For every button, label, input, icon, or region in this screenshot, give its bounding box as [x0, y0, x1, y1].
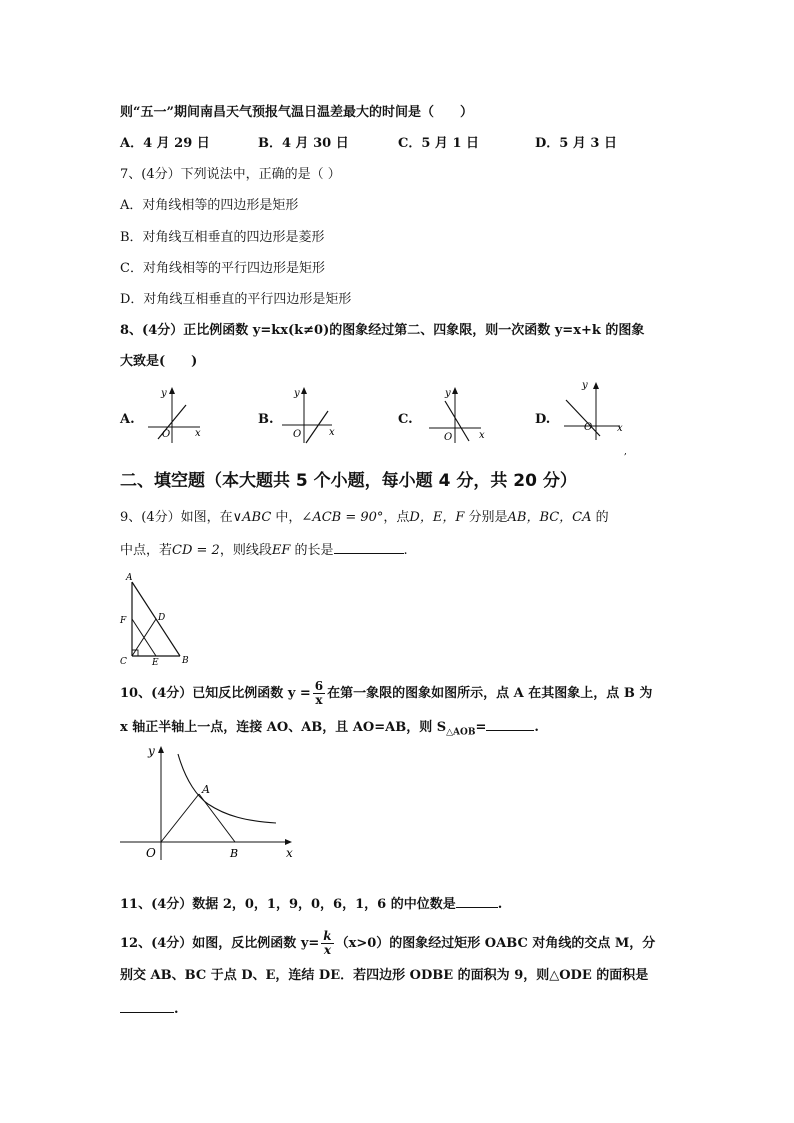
q12-fraction — [321, 930, 333, 957]
q8-graph-a — [140, 385, 210, 445]
section-2-title: 二、填空题（本大题共 5 个小题，每小题 4 分，共 20 分） — [120, 471, 577, 491]
q9-answer-blank[interactable] — [334, 541, 404, 554]
graph-line — [306, 411, 328, 443]
label-o: O — [146, 846, 156, 860]
q8-graph-c — [425, 385, 495, 445]
q9-segments: AB，BC，CA — [507, 510, 592, 525]
label-a: A — [202, 783, 210, 796]
label-f: F — [120, 616, 127, 626]
q10-answer-blank[interactable] — [486, 718, 534, 731]
q6-stem: 则“五一”期间南昌天气预报气温日温差最大的时间是（ ） — [120, 105, 473, 120]
q10-line1-rest: 在第一象限的图象如图所示，点 A 在其图象上，点 B 为 — [327, 686, 653, 701]
y-label: y — [582, 380, 588, 391]
label-y: y — [148, 744, 155, 758]
q9-segment-ef: EF — [271, 543, 291, 558]
origin-label: O — [444, 432, 453, 443]
q12-line3-end: . — [174, 1002, 179, 1017]
q12-line2: 别交 AB、BC 于点 D、E，连结 DE．若四边形 ODBE 的面积为 9，则△ODE 的面积是 — [120, 968, 649, 983]
q9-points: D，E，F — [409, 510, 465, 525]
q12-frac-num: k — [323, 929, 332, 943]
q9-condition: CD = 2 — [172, 543, 220, 558]
q12-answer-blank[interactable] — [120, 1000, 174, 1013]
y-axis-arrow — [158, 746, 164, 753]
q12-line1-prefix: 12、(4分）如图，反比例函数 y= — [120, 936, 320, 951]
origin-label: O — [162, 429, 171, 440]
q7-option-b: B．对角线互相垂直的四边形是菱形 — [120, 230, 325, 245]
label-d: D — [158, 613, 166, 623]
q12-line1 — [120, 930, 655, 957]
q10-line1 — [120, 680, 652, 707]
q9-angle: ∠ACB = 90° — [301, 510, 384, 525]
q8-option-b-label: B. — [258, 412, 274, 427]
y-axis-arrow — [593, 382, 599, 389]
q10-line2 — [120, 718, 539, 742]
segment-ab — [199, 794, 235, 842]
q11-text: 11、(4分）数据 2，0，1，9，0，6，1，6 的中位数是 — [120, 897, 456, 912]
q10-line2-end: . — [534, 720, 539, 735]
q10-fraction — [313, 680, 325, 707]
q9-line1-d: 分别是 — [464, 510, 508, 525]
y-label: y — [294, 388, 300, 399]
q6-option-a: A．4 月 29 日 — [120, 136, 210, 151]
q9-line2-a: 中点，若 — [120, 543, 173, 558]
q11-line — [120, 895, 502, 914]
q8-option-d-label: D. — [535, 412, 551, 427]
y-label: y — [445, 388, 451, 399]
label-b: B — [182, 656, 189, 666]
y-axis-arrow — [301, 387, 307, 394]
q10-frac-den: x — [315, 693, 323, 707]
y-label: y — [161, 388, 167, 399]
hyperbola-curve — [178, 754, 276, 823]
q10-line2-b: = — [475, 720, 487, 735]
q10-frac-num: 6 — [314, 679, 324, 693]
label-x: x — [286, 846, 293, 860]
q11-end: . — [497, 897, 503, 912]
q8-graph-d — [560, 378, 635, 457]
q8-stem-line1: 8、(4分）正比例函数 y=kx(k≠0)的图象经过第二、四象限，则一次函数 y=x+k 的图象 — [120, 323, 645, 338]
q8-option-a-label: A. — [120, 412, 135, 427]
q6-option-c: C．5 月 1 日 — [398, 136, 480, 151]
q9-line2 — [120, 541, 408, 560]
q9-figure — [116, 570, 201, 670]
q9-line1-e: 的 — [591, 510, 609, 525]
q12-line3 — [120, 1000, 179, 1019]
q9-line1 — [120, 509, 609, 527]
q8-option-c-label: C. — [398, 412, 413, 427]
q10-line1-prefix: 10、(4分）已知反比例函数 y = — [120, 686, 311, 701]
q9-line1-c: ，点 — [383, 510, 410, 525]
q10-figure — [116, 742, 301, 867]
q9-line2-b: ，则线段 — [219, 543, 272, 558]
q10-line2-a: x 轴正半轴上一点，连接 AO、AB，且 AO=AB，则 S — [120, 720, 447, 735]
q9-triangle: ∨ABC — [232, 510, 272, 525]
label-b: B — [230, 847, 239, 860]
y-axis-arrow — [452, 387, 458, 394]
q9-line2-c: 的长是 — [290, 543, 334, 558]
x-label: x — [195, 428, 201, 439]
x-axis-arrow — [285, 839, 292, 845]
segment-oa — [161, 794, 199, 842]
q6-option-b: B．4 月 30 日 — [258, 136, 349, 151]
origin-label: O — [293, 429, 302, 440]
q6-option-d: D．5 月 3 日 — [535, 136, 617, 151]
q9-line1-mid: 中， — [271, 510, 302, 525]
q7-option-a: A．对角线相等的四边形是矩形 — [120, 198, 299, 213]
q7-option-c: C．对角线相等的平行四边形是矩形 — [120, 261, 325, 276]
q8-stem-line2: 大致是( ) — [120, 354, 198, 369]
label-a: A — [126, 573, 133, 583]
label-e: E — [152, 658, 159, 668]
q11-answer-blank[interactable] — [456, 895, 498, 908]
x-label: x — [329, 427, 335, 438]
x-label: x — [479, 430, 485, 441]
q12-line1-rest: （x>0）的图象经过矩形 OABC 对角线的交点 M，分 — [335, 936, 656, 951]
label-c: C — [120, 657, 127, 667]
stray-mark: , — [624, 447, 627, 457]
origin-label: O — [584, 422, 593, 433]
q8-graph-b — [280, 385, 350, 445]
q12-frac-den: x — [323, 943, 331, 957]
q7-stem: 7、(4分）下列说法中，正确的是（ ） — [120, 167, 341, 182]
q9-line1-prefix: 9、(4分）如图，在 — [120, 510, 233, 525]
graph-line — [566, 400, 600, 436]
q7-option-d: D．对角线互相垂直的平行四边形是矩形 — [120, 292, 352, 307]
q9-line2-end: . — [403, 543, 408, 558]
x-label: x — [617, 423, 623, 434]
q10-line2-sub: △AOB — [446, 727, 476, 738]
y-axis-arrow — [169, 387, 175, 394]
